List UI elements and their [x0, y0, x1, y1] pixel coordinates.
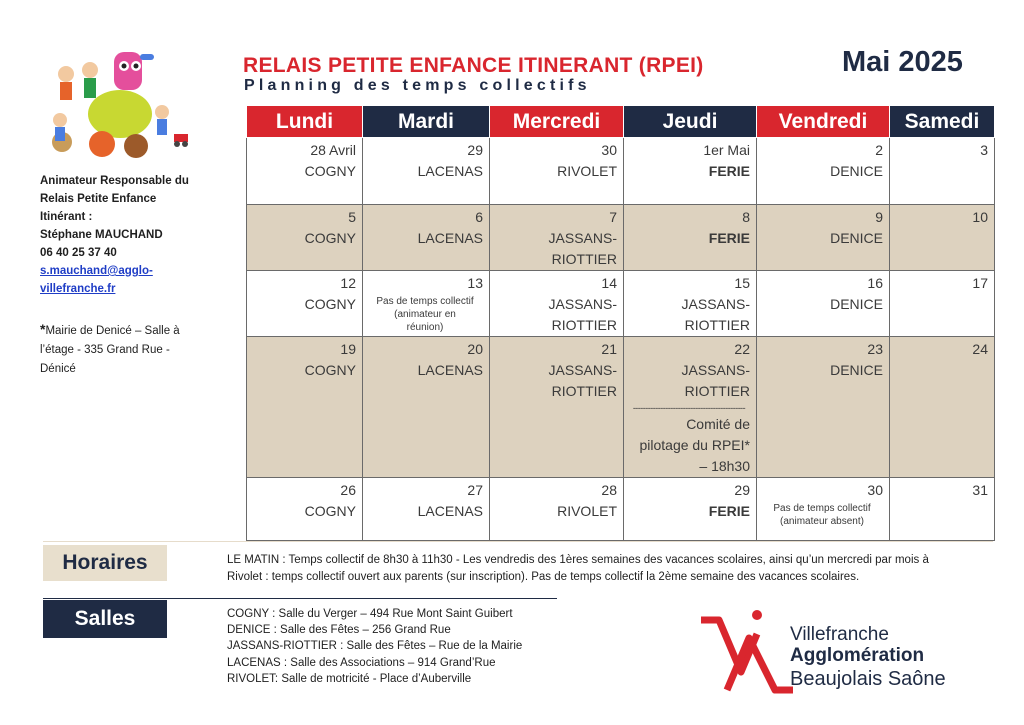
day-cell: [890, 478, 995, 541]
salle-item: DENICE : Salle des Fêtes – 256 Grand Rue: [227, 624, 451, 637]
horaires-line: Rivolet : temps collectif ouvert aux parents (sur inscription). Pas de temps collectif la 2ème semaine des vacances scolaires.: [227, 571, 860, 583]
event-text: Comité de: [686, 416, 750, 432]
address-note: [40, 320, 220, 379]
day-cell: [490, 271, 624, 337]
day-cell: [890, 337, 995, 478]
brand-line: Beaujolais Saône: [790, 668, 946, 690]
villefranche-logo: [697, 604, 997, 698]
day-number: 17: [972, 275, 988, 291]
day-location: COGNY: [304, 296, 356, 312]
day-location: DENICE: [830, 362, 883, 378]
day-location: JASSANS-: [548, 362, 617, 378]
brand-line: Agglomération: [790, 645, 925, 666]
salles-label: Salles: [43, 600, 167, 638]
day-location: RIVOLET: [557, 163, 617, 179]
day-cell: [757, 271, 890, 337]
salle-item: RIVOLET: Salle de motricité - Place d’Auberville: [227, 672, 472, 685]
horaires-line: LE MATIN : Temps collectif de 8h30 à 11h30 - Les vendredis des 1ères semaines des vacances scolaires, ainsi qu’un mercredi par mois à: [227, 554, 929, 566]
day-location: RIOTTIER: [551, 251, 617, 267]
page-subtitle: Planning des temps collectifs: [244, 77, 591, 94]
day-cell: [247, 271, 363, 337]
contact-line: Relais Petite Enfance: [40, 193, 157, 205]
day-location: COGNY: [304, 503, 356, 519]
day-location: LACENAS: [417, 362, 483, 378]
day-number: 5: [348, 209, 356, 225]
day-number: 23: [867, 341, 883, 357]
day-number: 24: [972, 341, 988, 357]
day-number: 9: [875, 209, 883, 225]
day-cell: [247, 138, 363, 205]
day-number: 6: [475, 209, 483, 225]
salle-item: COGNY : Salle du Verger – 494 Rue Mont Saint Guibert: [227, 608, 513, 620]
month-title: Mai 2025: [842, 46, 963, 78]
day-note: Pas de temps collectif: [773, 503, 871, 514]
page-title: RELAIS PETITE ENFANCE ITINERANT (RPEI): [243, 54, 704, 77]
day-number: 29: [734, 482, 750, 498]
day-cell: [363, 271, 490, 337]
day-number: 21: [601, 341, 617, 357]
day-cell: [757, 337, 890, 478]
day-location: COGNY: [304, 163, 356, 179]
day-number: 14: [601, 275, 617, 291]
day-cell: [363, 205, 490, 271]
day-location: RIOTTIER: [551, 317, 617, 333]
contact-phone: 06 40 25 37 40: [40, 247, 117, 259]
week-row: [247, 205, 995, 271]
day-cell: [247, 205, 363, 271]
divider: [43, 541, 993, 542]
day-location: JASSANS-: [681, 362, 750, 378]
day-number: 16: [867, 275, 883, 291]
address-line: Dénicé: [40, 363, 76, 375]
day-header-mercredi: Mercredi: [490, 106, 624, 138]
week-row: [247, 138, 995, 205]
day-number: 29: [467, 142, 483, 158]
day-cell: [890, 138, 995, 205]
day-location: RIVOLET: [557, 503, 617, 519]
day-number: 3: [980, 142, 988, 158]
day-cell: [247, 337, 363, 478]
villefranche-mark-icon: [697, 606, 793, 696]
day-location: LACENAS: [417, 163, 483, 179]
day-holiday: FERIE: [708, 230, 750, 246]
day-cell: [757, 478, 890, 541]
day-location: LACENAS: [417, 230, 483, 246]
rpe-children-logo: [44, 42, 194, 160]
day-header-lundi: Lundi: [247, 106, 363, 138]
day-cell: [363, 478, 490, 541]
email-part: s.mauchand@agglo-: [40, 265, 153, 277]
horaires-text: [227, 552, 993, 586]
contact-email-link[interactable]: [40, 262, 220, 298]
address-line: l’étage - 335 Grand Rue -: [40, 344, 170, 356]
day-location: JASSANS-: [681, 296, 750, 312]
day-header-samedi: Samedi: [890, 106, 995, 138]
contact-name: Stéphane MAUCHAND: [40, 229, 163, 241]
event-text: pilotage du RPEI*: [639, 437, 750, 453]
week-row: [247, 478, 995, 541]
day-number: 30: [601, 142, 617, 158]
day-number: 31: [972, 482, 988, 498]
contact-line: Itinérant :: [40, 211, 93, 223]
day-cell: [624, 271, 757, 337]
day-cell: [247, 478, 363, 541]
contact-block: [40, 172, 220, 298]
day-location: COGNY: [304, 362, 356, 378]
address-line: Mairie de Denicé – Salle à: [45, 325, 180, 337]
day-note: (animateur absent): [780, 516, 864, 527]
day-number: 8: [742, 209, 750, 225]
day-number: 22: [734, 341, 750, 357]
day-holiday: FERIE: [708, 503, 750, 519]
day-cell: [363, 138, 490, 205]
day-cell: [624, 478, 757, 541]
day-cell: [890, 205, 995, 271]
separator-dashes: ---------------------------------------------: [632, 403, 746, 413]
salle-item: JASSANS-RIOTTIER : Salle des Fêtes – Rue de la Mairie: [227, 640, 523, 653]
day-note: réunion): [406, 322, 444, 333]
day-note: Pas de temps collectif: [376, 296, 474, 307]
day-location: RIOTTIER: [551, 383, 617, 399]
day-location: DENICE: [830, 296, 883, 312]
day-number: 13: [467, 275, 483, 291]
day-number: 7: [609, 209, 617, 225]
day-location: JASSANS-: [548, 230, 617, 246]
day-number: 30: [867, 482, 883, 498]
day-cell: [363, 337, 490, 478]
day-cell: [490, 478, 624, 541]
day-cell: [490, 205, 624, 271]
day-note: (animateur en: [394, 309, 456, 320]
day-location: RIOTTIER: [684, 383, 750, 399]
day-holiday: FERIE: [708, 163, 750, 179]
day-number: 26: [340, 482, 356, 498]
day-number: 28 Avril: [310, 142, 356, 158]
salle-item: LACENAS : Salle des Associations – 914 Grand’Rue: [227, 656, 496, 669]
day-cell: [490, 337, 624, 478]
week-row: [247, 337, 995, 478]
day-location: DENICE: [830, 230, 883, 246]
day-cell: [757, 205, 890, 271]
day-number: 12: [340, 275, 356, 291]
day-location: LACENAS: [417, 503, 483, 519]
day-location: JASSANS-: [548, 296, 617, 312]
email-part: villefranche.fr: [40, 283, 116, 295]
day-header-vendredi: Vendredi: [757, 106, 890, 138]
day-number: 10: [972, 209, 988, 225]
salles-list: [227, 606, 522, 687]
week-row: [247, 271, 995, 337]
calendar-header-row: [247, 106, 995, 138]
day-number: 19: [340, 341, 356, 357]
day-number: 2: [875, 142, 883, 158]
day-location: DENICE: [830, 163, 883, 179]
event-text: – 18h30: [699, 458, 750, 474]
day-cell: [624, 337, 757, 478]
day-cell: [490, 138, 624, 205]
divider: [43, 598, 557, 599]
asterisk: *: [40, 321, 46, 337]
day-location: RIOTTIER: [684, 317, 750, 333]
day-cell: [757, 138, 890, 205]
day-location: COGNY: [304, 230, 356, 246]
day-cell: [890, 271, 995, 337]
day-number: 27: [467, 482, 483, 498]
day-number: 15: [734, 275, 750, 291]
day-number: 20: [467, 341, 483, 357]
day-number: 28: [601, 482, 617, 498]
brand-line: Villefranche: [790, 624, 889, 645]
contact-line: Animateur Responsable du: [40, 175, 189, 187]
calendar-table: [246, 105, 995, 541]
day-header-jeudi: Jeudi: [624, 106, 757, 138]
day-number: 1er Mai: [703, 142, 750, 158]
day-cell: [624, 205, 757, 271]
day-cell: [624, 138, 757, 205]
horaires-label: Horaires: [43, 545, 167, 581]
day-header-mardi: Mardi: [363, 106, 490, 138]
